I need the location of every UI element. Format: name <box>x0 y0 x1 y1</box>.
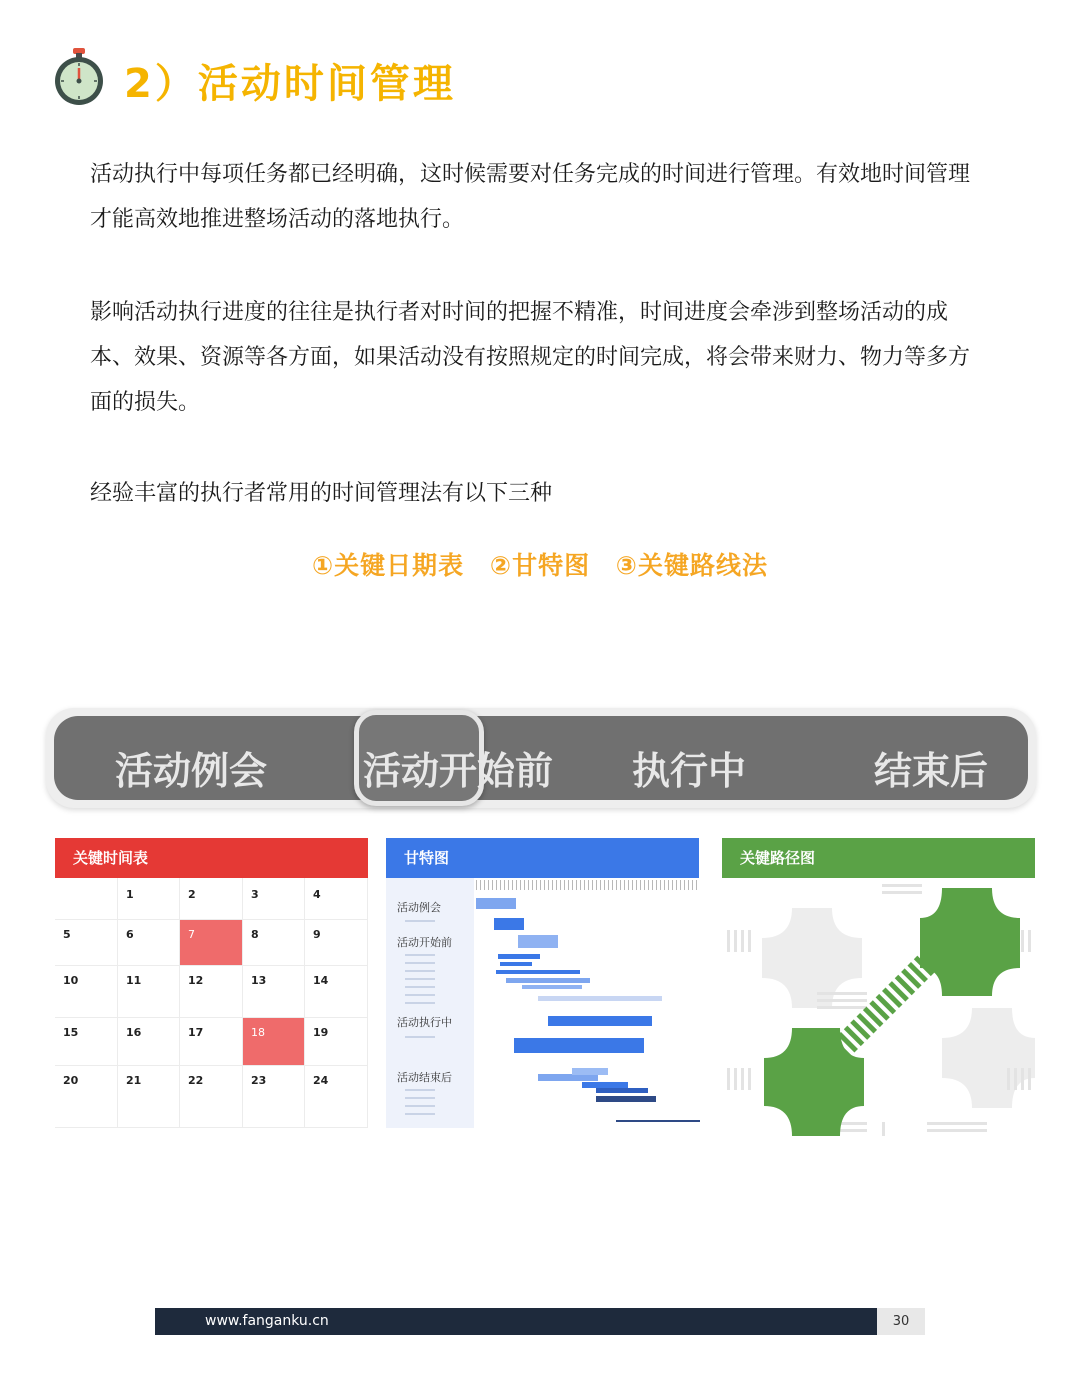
gantt-subtask-line <box>405 978 435 980</box>
calendar-day: 5 <box>55 920 118 966</box>
gantt-group-label: 活动例会 <box>397 901 441 914</box>
calendar-grid <box>55 878 368 1128</box>
calendar-day: 12 <box>180 966 243 1018</box>
stopwatch-icon <box>52 48 106 106</box>
calendar-day: 18 <box>243 1018 305 1066</box>
gantt-subtask-line <box>405 1002 435 1004</box>
calendar-day: 19 <box>305 1018 368 1066</box>
calendar-day: 24 <box>305 1066 368 1128</box>
critical-path-card <box>722 838 1035 1138</box>
gantt-group-label: 活动执行中 <box>397 1016 452 1029</box>
phase-meeting: 活动例会 <box>115 749 268 793</box>
gantt-bar <box>476 898 516 909</box>
calendar-day: 22 <box>180 1066 243 1128</box>
gantt-subtask-line <box>405 920 435 922</box>
key-dates-card-title: 关键时间表 <box>55 838 368 878</box>
gantt-timeline-ticks <box>476 880 698 890</box>
gantt-subtask-line <box>405 994 435 996</box>
gantt-bar <box>496 970 580 974</box>
calendar-day: 3 <box>243 878 305 920</box>
paragraph-3: 经验丰富的执行者常用的时间管理法有以下三种 <box>90 481 553 506</box>
footer-url[interactable]: www.fanganku.cn <box>205 1313 329 1329</box>
calendar-day: 11 <box>118 966 180 1018</box>
calendar-day: 8 <box>243 920 305 966</box>
phase-before-start: 活动开始前 <box>363 749 554 793</box>
gantt-bar <box>522 985 582 989</box>
calendar-day: 23 <box>243 1066 305 1128</box>
gantt-bar <box>548 1016 652 1026</box>
gantt-card <box>386 838 699 1128</box>
calendar-day: 15 <box>55 1018 118 1066</box>
calendar-day <box>55 878 118 920</box>
page-number: 30 <box>877 1308 925 1335</box>
critical-path-diagram <box>722 878 1035 1138</box>
gantt-bar <box>572 1068 608 1075</box>
calendar-day: 7 <box>180 920 243 966</box>
paragraph-2: 影响活动执行进度的往往是执行者对时间的把握不精准，时间进度会牵涉到整场活动的成本、效果、资源等各方面，如果活动没有按照规定的时间完成，将会带来财力、物力等多方面的损失。 <box>90 300 971 415</box>
method-list <box>0 546 1080 582</box>
gantt-bar <box>500 962 532 966</box>
gantt-group-label: 活动开始前 <box>397 936 452 949</box>
calendar-day: 16 <box>118 1018 180 1066</box>
method-key-dates: ①关键日期表 <box>312 551 465 580</box>
gantt-card-title: 甘特图 <box>386 838 699 878</box>
calendar-day: 13 <box>243 966 305 1018</box>
gantt-subtask-line <box>405 986 435 988</box>
phase-in-progress: 执行中 <box>632 749 747 793</box>
gantt-bar <box>514 1038 644 1053</box>
critical-path-card-title: 关键路径图 <box>722 838 1035 878</box>
paragraph-1: 活动执行中每项任务都已经明确，这时候需要对任务完成的时间进行管理。有效地时间管理才能高效地推进整场活动的落地执行。 <box>90 162 971 232</box>
calendar-day: 1 <box>118 878 180 920</box>
gantt-subtask-line <box>405 954 435 956</box>
gantt-subtask-line <box>405 1036 435 1038</box>
gantt-bar <box>518 935 558 948</box>
gantt-subtask-line <box>405 962 435 964</box>
gantt-bar <box>538 1074 598 1081</box>
gantt-group-label: 活动结束后 <box>397 1071 452 1084</box>
key-dates-card <box>55 838 368 1128</box>
gantt-bar <box>538 996 662 1001</box>
gantt-bar <box>616 1120 700 1122</box>
gantt-subtask-line <box>405 970 435 972</box>
gantt-bar <box>498 954 540 959</box>
gantt-bar <box>506 978 590 983</box>
gantt-task-list <box>386 878 474 1128</box>
calendar-day: 17 <box>180 1018 243 1066</box>
gantt-bar <box>596 1088 648 1093</box>
calendar-day: 4 <box>305 878 368 920</box>
calendar-day: 6 <box>118 920 180 966</box>
gantt-subtask-line <box>405 1113 435 1115</box>
calendar-day: 14 <box>305 966 368 1018</box>
method-critical-path: ③关键路线法 <box>615 551 768 580</box>
calendar-day: 21 <box>118 1066 180 1128</box>
gantt-subtask-line <box>405 1105 435 1107</box>
calendar-day: 9 <box>305 920 368 966</box>
section-title: 2）活动时间管理 <box>124 61 456 107</box>
calendar-day: 2 <box>180 878 243 920</box>
calendar-day: 10 <box>55 966 118 1018</box>
gantt-bar <box>596 1096 656 1102</box>
phase-after: 结束后 <box>874 749 989 793</box>
gantt-bar <box>494 918 524 930</box>
calendar-day: 20 <box>55 1066 118 1128</box>
method-gantt: ②甘特图 <box>489 551 591 580</box>
gantt-subtask-line <box>405 1089 435 1091</box>
gantt-subtask-line <box>405 1097 435 1099</box>
